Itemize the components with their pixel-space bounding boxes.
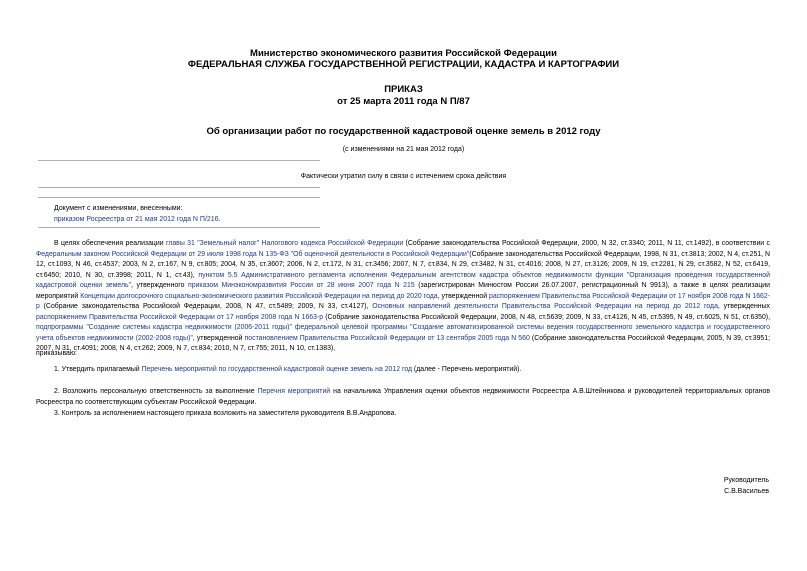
- item-1: [36, 365, 770, 376]
- order-word: приказываю:: [36, 350, 77, 357]
- text: , утвержденного: [131, 282, 188, 289]
- law-135-link[interactable]: Федеральным законом Российской Федерации от 29 июля 1998 года N 135-ФЗ "Об оценочной деятельности в Российской Федерации": [36, 250, 470, 258]
- service-heading: ФЕДЕРАЛЬНАЯ СЛУЖБА ГОСУДАРСТВЕННОЙ РЕГИСТРАЦИИ, КАДАСТРА И КАРТОГРАФИИ: [187, 59, 620, 70]
- ministry-heading: Министерство экономического развития Российской Федерации: [250, 48, 557, 59]
- measures-list-link[interactable]: Перечень мероприятий по государственной кадастровой оценке земель на 2012 год: [141, 366, 413, 373]
- divider: [38, 227, 320, 228]
- divider: [38, 187, 320, 188]
- main-directions-link[interactable]: Основных направлений деятельности Правительства Российской Федерации на период до 2012 года: [372, 303, 718, 310]
- changes-label: Документ с изменениями, внесенными:: [54, 205, 183, 212]
- doc-type-heading: ПРИКАЗ: [384, 84, 423, 95]
- preamble-paragraph: [36, 239, 770, 355]
- signature-block: [724, 475, 769, 497]
- text: , утвержденной: [192, 334, 245, 342]
- divider: [38, 160, 320, 161]
- changes-link[interactable]: приказом Росреестра от 21 мая 2012 года N П/216.: [54, 216, 221, 223]
- text: (Собрание законодательства Российской Федерации, 2000, N 32, ст.3340; 2011, N 11, ст.1492), в соответствии с: [403, 240, 770, 247]
- text: 2. Возложить персональную ответственность за выполнение: [54, 388, 258, 395]
- text: (зарегистрирован Минюстом России 26.07.2007, регистрационный N 9913), а также в целях реализации мероприятий: [36, 282, 770, 300]
- regulation-link[interactable]: пунктом 5.5 Административного регламента исполнения Федеральным агентством кадастра объектов недвижимости функции "Организация проведения государственной кадастровой оценки земель": [36, 271, 770, 289]
- decree-1662-link[interactable]: распоряжением Правительства Российской Федерации от 17 ноября 2008 года N 1662-р: [36, 292, 770, 310]
- text: , утвержденных: [717, 303, 770, 310]
- text: В целях обеспечения реализации: [54, 240, 166, 247]
- changes-note: (с изменениями на 21 мая 2012 года): [342, 146, 465, 153]
- concept-2020-link[interactable]: Концепции долгосрочного социально-экономического развития Российской Федерации на период до 2020 года: [80, 292, 438, 300]
- status-lost-force: Фактически утратил силу в связи с истечением срока действия: [300, 173, 507, 180]
- text: , утвержденной: [437, 292, 490, 300]
- subprogram-link[interactable]: подпрограммы "Создание системы кадастра недвижимости (2006-2011 годы)" федеральной целевой программы "Создание автоматизированной системы ведения государственного земельного кадастра и государственного учета объектов недвижимости (2002-2008 годы)": [36, 324, 770, 342]
- signer-name: С.В.Васильев: [724, 488, 769, 495]
- divider: [38, 197, 320, 198]
- tax-code-link[interactable]: главы 31 "Земельный налог" Налогового кодекса Российской Федерации: [165, 240, 404, 247]
- text: (Собрание законодательства Российской Федерации, 1998, N 31, ст.3813; 2002, N 4, ст.251, N 12, ст.1093, N 46, ст.4537; 2003, N 2, ст.167, N 9, ст.805; 2004, N 35, ст.3607; 2006, N 2, ст.172, N 31, ст.3456; 2007, N 7, ст.834, N 29, ст.3482, N 31, ст.4016; 2008, N 27, ст.3126; 2009, N 19, ст.2281, N 29, ст.3582, N 52, ст.6419, ст.6450; 2010, N 30, ст.3998; 2011, N 1, ст.43),: [36, 250, 770, 279]
- text: (Собрание законодательства Российской Федерации, 2008, N 47, ст.5489; 2009, N 33, ст.4127),: [39, 303, 373, 310]
- measures-link[interactable]: Перечня мероприятий: [257, 388, 331, 395]
- item-2: [36, 387, 770, 408]
- text: (Собрание законодательства Российской Федерации, 2005, N 39, ст.3951; 2007, N 31, ст.4091; 2008, N 4, ст.262; 2009, N 7, ст.834; 2010, N 7, ст.755; 2011, N 10, ст.1383),: [36, 334, 770, 352]
- resolution-560-link[interactable]: постановлением Правительства Российской Федерации от 13 сентября 2005 года N 560: [244, 334, 530, 342]
- signer-role: Руководитель: [723, 477, 769, 484]
- doc-date-number: от 25 марта 2011 года N П/87: [337, 96, 470, 107]
- decree-1663-link[interactable]: распоряжением Правительства Российской Федерации от 17 ноября 2008 года N 1663-р: [36, 313, 324, 321]
- changes-block: [54, 203, 221, 225]
- text: на начальника Управления оценки объектов недвижимости Росреестра А.В.Штейникова и руководителей территориальных органов Росреестра по соответствующим субъектам Российской Федерации.: [36, 388, 770, 406]
- text: 1. Утвердить прилагаемый: [54, 366, 142, 373]
- text: (далее - Перечень мероприятий).: [412, 366, 522, 373]
- order-215-link[interactable]: приказом Минэкономразвития России от 28 июня 2007 года N 215: [188, 282, 415, 289]
- doc-title: Об организации работ по государственной кадастровой оценке земель в 2012 году: [206, 126, 601, 137]
- text: (Собрание законодательства Российской Федерации, 2008, N 48, ст.5639; 2009, N 33, ст.4126, N 45, ст.5395, N 49, ст.6025, N 51, ст.6350),: [323, 313, 770, 321]
- item-3: 3. Контроль за исполнением настоящего приказа возложить на заместителя руководителя В.В.Андропова.: [54, 410, 397, 417]
